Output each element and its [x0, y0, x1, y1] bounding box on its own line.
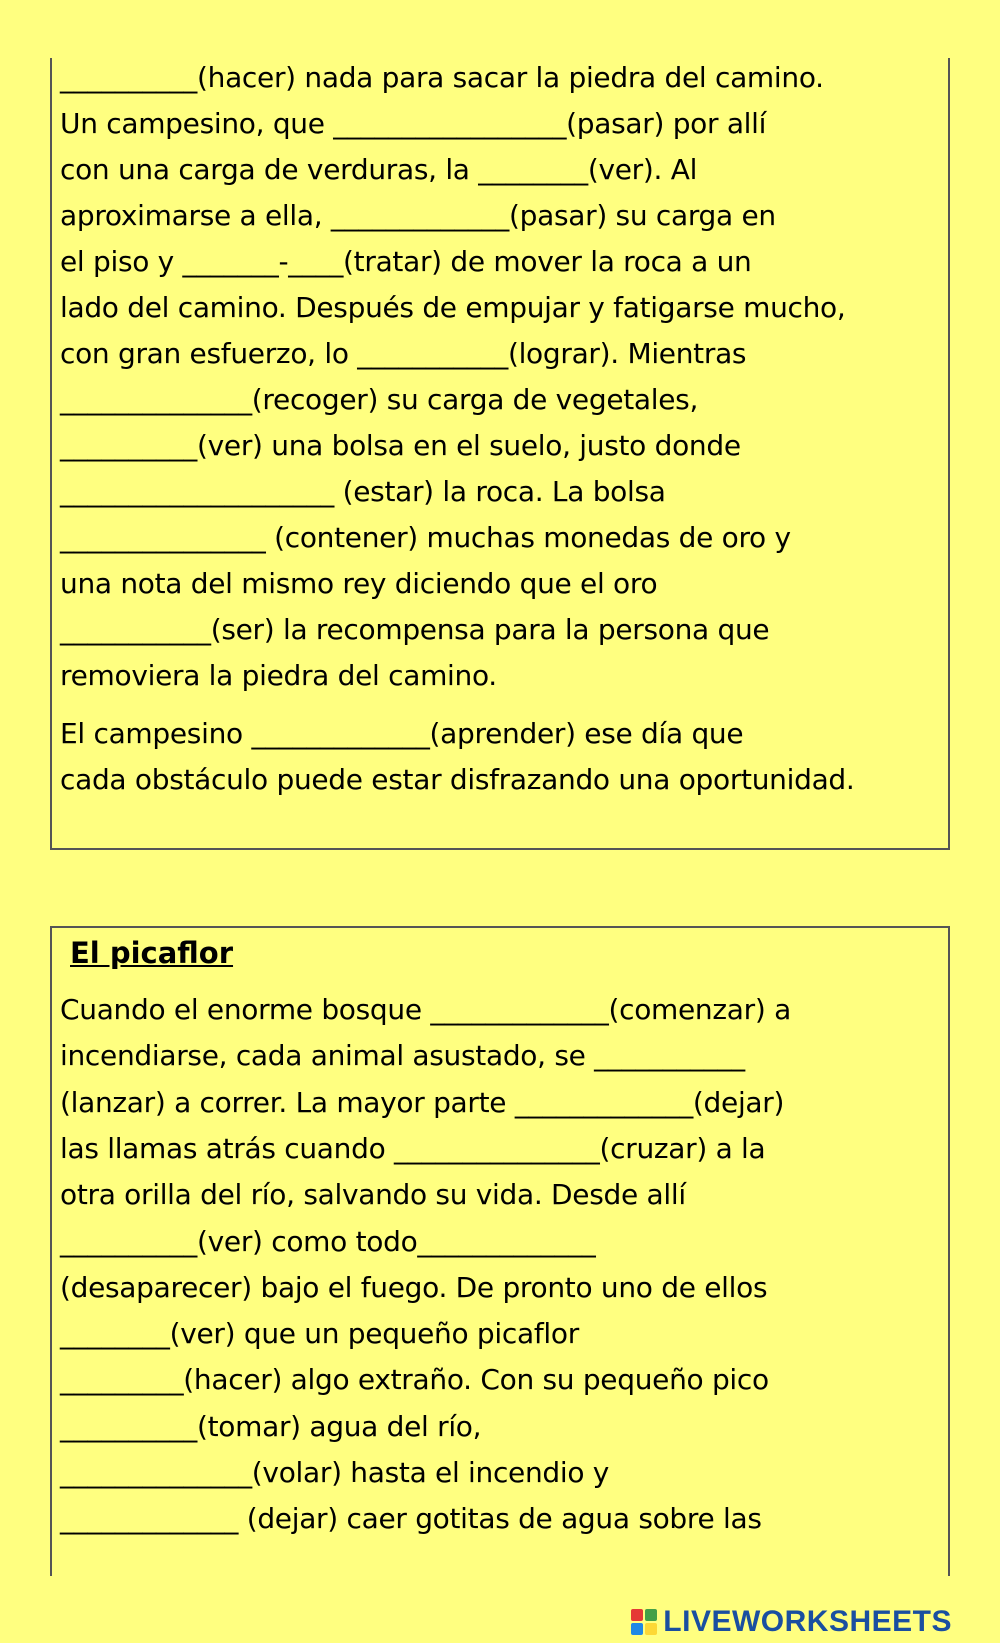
story-line: __________(tomar) agua del río, [60, 1409, 482, 1443]
liveworksheets-logo-icon [631, 1609, 657, 1635]
story-line: ___________(ser) la recompensa para la persona que [60, 613, 770, 646]
story-line: __________(ver) como todo_____________ [60, 1224, 596, 1258]
story-line: _____________ (dejar) caer gotitas de agua sobre las [60, 1502, 762, 1536]
story-line: otra orilla del río, salvando su vida. Desde allí [60, 1178, 686, 1212]
story-line: ____________________ (estar) la roca. La bolsa [60, 475, 666, 508]
liveworksheets-logo[interactable] [631, 1606, 952, 1638]
story-line: __________(ver) una bolsa en el suelo, justo donde [60, 429, 741, 462]
story-line: ______________(recoger) su carga de vegetales, [60, 383, 699, 416]
story-line: _________(hacer) algo extraño. Con su pequeño pico [60, 1363, 769, 1397]
story-line: lado del camino. Después de empujar y fatigarse mucho, [60, 291, 846, 324]
story-line: __________(hacer) nada para sacar la piedra del camino. [60, 61, 824, 94]
story-line: (desaparecer) bajo el fuego. De pronto uno de ellos [60, 1270, 768, 1304]
story-line: las llamas atrás cuando _______________(cruzar) a la [60, 1131, 766, 1165]
story-line: ______________(volar) hasta el incendio y [60, 1456, 610, 1489]
story-box-stone [50, 58, 950, 850]
story-line: removiera la piedra del camino. [60, 659, 497, 692]
story-line: cada obstáculo puede estar disfrazando una oportunidad. [60, 763, 855, 796]
story-line: el piso y _______-____(tratar) de mover la roca a un [60, 245, 752, 278]
logo-text: LIVEWORKSHEETS [663, 1605, 952, 1638]
story-line: con gran esfuerzo, lo ___________(lograr). Mientras [60, 337, 747, 370]
story-line: (lanzar) a correr. La mayor parte _____________(dejar) [60, 1085, 785, 1119]
story-title: El picaflor [70, 936, 234, 970]
story-line: El campesino _____________(aprender) ese día que [60, 717, 744, 750]
story-line: incendiarse, cada animal asustado, se ___________ [60, 1039, 745, 1073]
story-line: ________(ver) que un pequeño picaflor [60, 1317, 579, 1351]
story-line: Un campesino, que _________________(pasar) por allí [60, 107, 767, 140]
story-box-picaflor [50, 926, 950, 1576]
story-line: una nota del mismo rey diciendo que el oro [60, 567, 658, 600]
story-line: aproximarse a ella, _____________(pasar) su carga en [60, 199, 776, 232]
story-line: con una carga de verduras, la ________(ver). Al [60, 153, 698, 186]
story-line: Cuando el enorme bosque _____________(comenzar) a [60, 993, 791, 1026]
story-line: _______________ (contener) muchas monedas de oro y [60, 521, 791, 554]
